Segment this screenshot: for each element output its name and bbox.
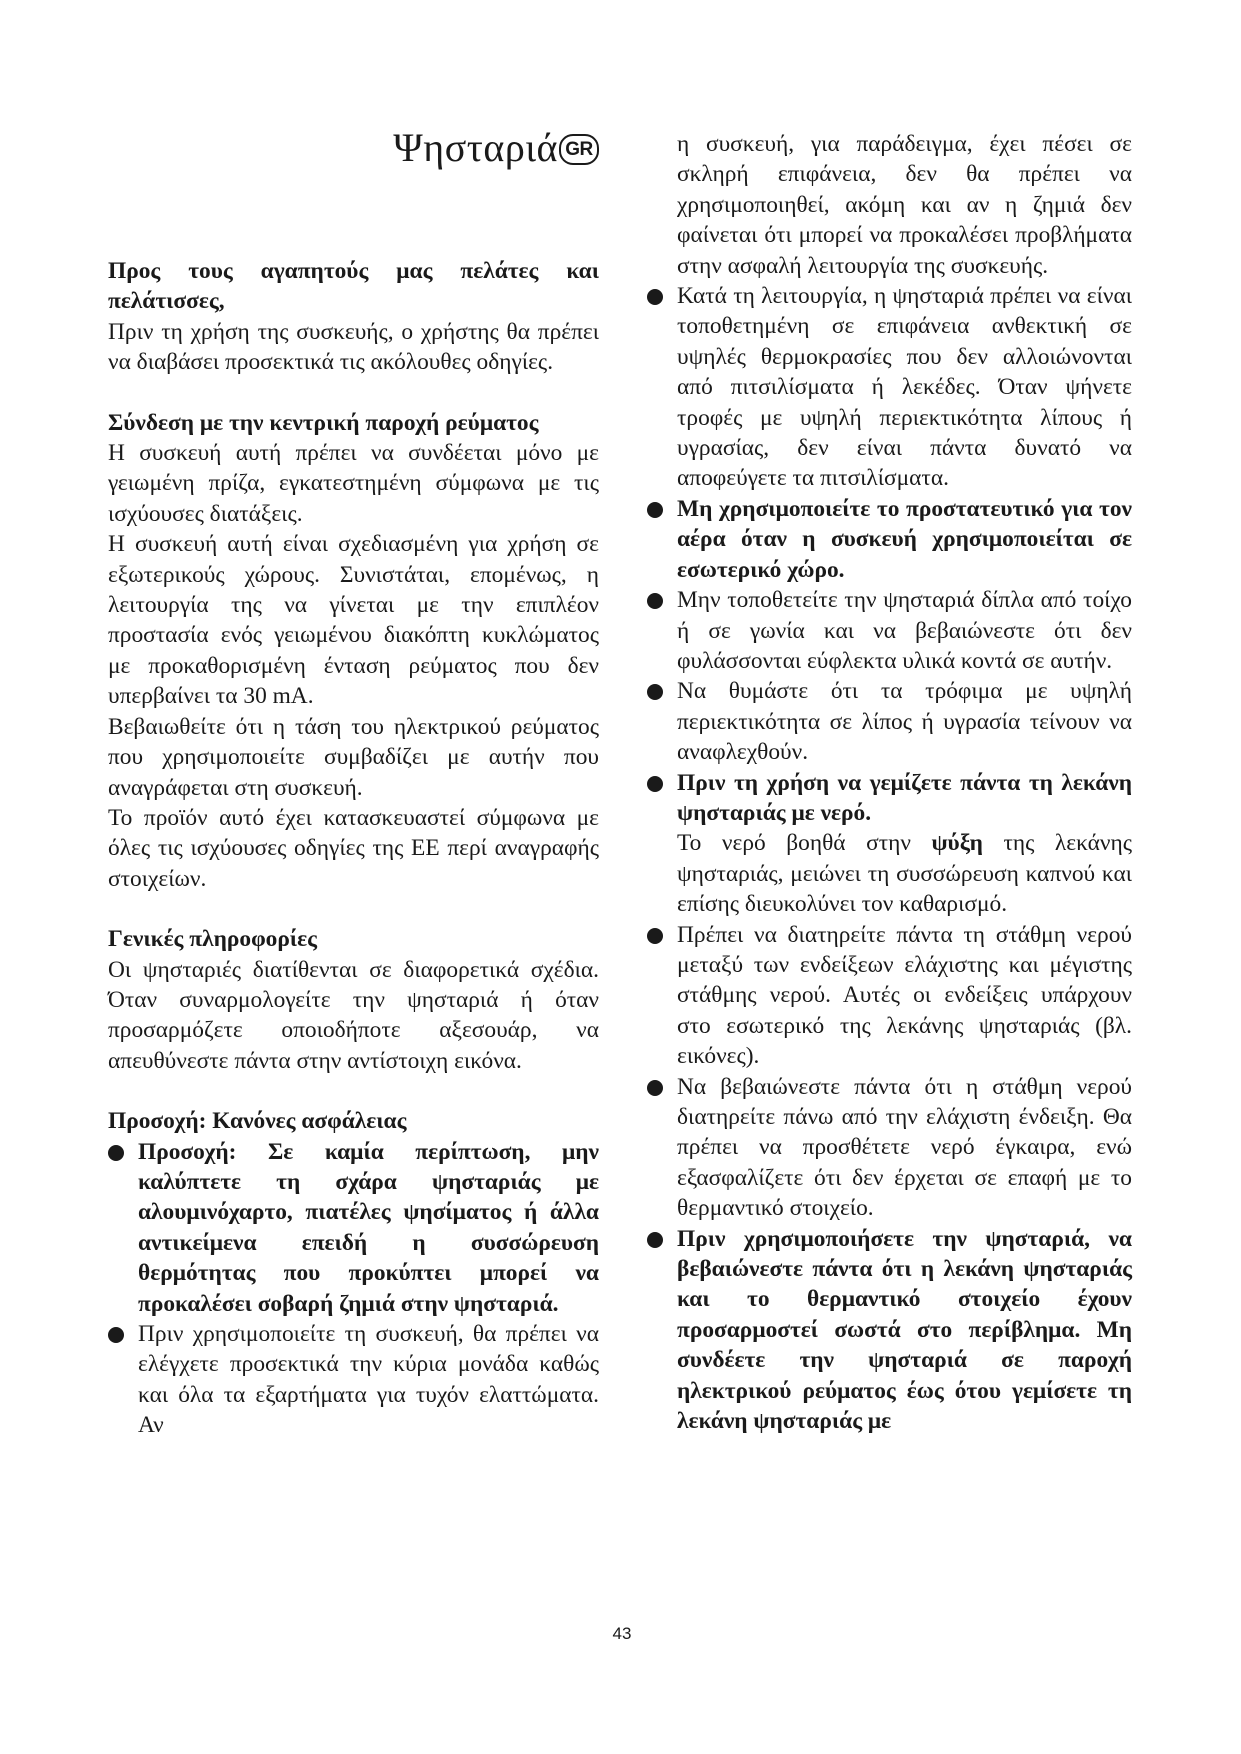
- detail-bold: ψύξη: [931, 830, 983, 857]
- list-item: [108, 1319, 599, 1441]
- right-bullet-6: Πρέπει να διατηρείτε πάντα τη στάθμη νερού μεταξύ των ενδείξεων ελάχιστης και μέγιστης στάθμης νερού. Αυτές οι ενδείξεις υπάρχουν στο εσωτερικό της λεκάνης ψησταριάς (βλ. εικόνες).: [677, 921, 1132, 1070]
- right-bullet-8: Πριν χρησιμοποιήσετε την ψησταριά, να βεβαιώνεστε πάντα ότι η λεκάνη ψησταριάς και το θερμαντικό στοιχείο έχουν προσαρμοστεί σωστά στο περίβλημα. Μη συνδέετε την ψησταριά σε παροχή ηλεκτρικού ρεύματος έως ότου γεμίσετε τη λεκάνη ψησταριάς με: [677, 1225, 1132, 1435]
- safety-bullet-2: Πριν χρησιμοποιείτε τη συσκευή, θα πρέπει να ελέγχετε προσεκτικά την κύρια μονάδα καθώς και όλα τα εξαρτήματα για τυχόν ελαττώματα. Αν: [138, 1321, 599, 1439]
- greeting-text: Πριν τη χρήση της συσκευής, ο χρήστης θα πρέπει να διαβάσει προσεκτικά τις ακόλουθες οδηγίες.: [108, 318, 599, 376]
- list-item: [647, 768, 1132, 920]
- detail-pre: Το νερό βοηθά στην: [677, 830, 932, 857]
- safety-bullet-1: Προσοχή: Σε καμία περίπτωση, μην καλύπτετε τη σχάρα ψησταριάς με αλουμινόχαρτο, πιατέλες ψησίματος ή άλλα αντικείμενα επειδή η συσσώρευση θερμότητας που προκύπτει μπορεί να προκαλέσει σοβαρή ζημιά στην ψησταριά.: [138, 1138, 599, 1317]
- greeting-heading: Προς τους αγαπητούς μας πελάτες και πελάτισσες,: [108, 258, 599, 315]
- bullet-icon: [647, 593, 663, 609]
- detail-post: της λεκάνης ψησταριάς, μειώνει τη συσσώρευση καπνού και επίσης διευκολύνει τον καθαρισμό.: [677, 830, 1132, 918]
- page-number: 43: [612, 1624, 632, 1643]
- power-heading: Σύνδεση με την κεντρική παροχή ρεύματος: [108, 409, 539, 436]
- list-item: [647, 1224, 1132, 1437]
- list-item: [647, 676, 1132, 767]
- right-bullet-5: Πριν τη χρήση να γεμίζετε πάντα τη λεκάνη ψησταριάς με νερό.: [677, 769, 1132, 826]
- bullet-icon: [108, 1327, 124, 1343]
- right-bullet-4: Να θυμάστε ότι τα τρόφιμα με υψηλή περιεκτικότητα σε λίπος ή υγρασία τείνουν να αναφλεχθούν.: [677, 678, 1132, 766]
- list-item: [647, 1072, 1132, 1224]
- right-bullet-5-detail: [677, 828, 1132, 919]
- bullet-icon: [647, 776, 663, 792]
- bullet-icon: [647, 289, 663, 305]
- page-title-row: [108, 118, 599, 178]
- bullet-icon: [108, 1145, 124, 1161]
- power-paragraph-1: Η συσκευή αυτή πρέπει να συνδέεται μόνο με γειωμένη πρίζα, εγκατεστημένη σύμφωνα με τις ισχύουσες διατάξεις.: [108, 440, 599, 527]
- right-bullet-7: Να βεβαιώνεστε πάντα ότι η στάθμη νερού διατηρείτε πάνω από την ελάχιστη ένδειξη. Θα πρέπει να προσθέτετε νερό έγκαιρα, ενώ εξασφαλίζετε ότι δεν έρχεται σε επαφή με το θερμαντικό στοιχείο.: [677, 1073, 1132, 1222]
- language-badge-icon: GR: [559, 134, 599, 165]
- list-item: [647, 494, 1132, 585]
- bullet-icon: [647, 502, 663, 518]
- power-paragraph-2: Η συσκευή αυτή είναι σχεδιασμένη για χρήση σε εξωτερικούς χώρους. Συνιστάται, επομένως, η λειτουργία της να γίνεται με την επιπλέον προστασία ενός γειωμένου διακόπτη κυκλώματος με προκαθορισμένη ένταση ρεύματος που δεν υπερβαίνει τα 30 mA.: [108, 531, 599, 710]
- safety-heading: Προσοχή: Κανόνες ασφάλειας: [108, 1108, 407, 1135]
- general-heading: Γενικές πληροφορίες: [108, 926, 317, 953]
- list-item: [647, 281, 1132, 494]
- continued-text: η συσκευή, για παράδειγμα, έχει πέσει σε σκληρή επιφάνεια, δεν θα πρέπει να χρησιμοποιηθεί, ακόμη και αν η ζημιά δεν φαίνεται ότι μπορεί να προκαλέσει προβλήματα στην ασφαλή λειτουργία της συσκευής.: [677, 131, 1132, 279]
- right-bullet-1: Κατά τη λειτουργία, η ψησταριά πρέπει να είναι τοποθετημένη σε επιφάνεια ανθεκτική σε υψηλές θερμοκρασίες που δεν αλλοιώνονται από πιτσιλίσματα ή λεκέδες. Όταν ψήνετε τροφές με υψηλή περιεκτικότητα λίπους ή υγρασίας, δεν είναι πάντα δυνατό να αποφεύγετε τα πιτσιλίσματα.: [677, 283, 1132, 492]
- right-bullet-3: Μην τοποθετείτε την ψησταριά δίπλα από τοίχο ή σε γωνία και να βεβαιώνεστε ότι δεν φυλάσσονται εύφλεκτα υλικά κοντά σε αυτήν.: [677, 587, 1132, 674]
- bullet-icon: [647, 1232, 663, 1248]
- bullet-icon: [647, 684, 663, 700]
- general-text: Οι ψησταριές διατίθενται σε διαφορετικά σχέδια. Όταν συναρμολογείτε την ψησταριά ή όταν προσαρμόζετε οποιοδήποτε αξεσουάρ, να απευθύνεστε πάντα στην αντίστοιχη εικόνα.: [108, 956, 599, 1074]
- right-column: [647, 129, 1132, 1436]
- left-body: [108, 256, 599, 1441]
- bullet-icon: [647, 1080, 663, 1096]
- right-bullet-2: Μη χρησιμοποιείτε το προστατευτικό για τον αέρα όταν η συσκευή χρησιμοποιείται σε εσωτερικό χώρο.: [677, 495, 1132, 583]
- bullet-icon: [647, 928, 663, 944]
- page-title: Ψησταριά: [393, 125, 558, 170]
- power-paragraph-4: Το προϊόν αυτό έχει κατασκευαστεί σύμφωνα με όλες τις ισχύουσες οδηγίες της ΕΕ περί αναγραφής στοιχείων.: [108, 804, 599, 892]
- list-item: [108, 1137, 599, 1319]
- power-paragraph-3: Βεβαιωθείτε ότι η τάση του ηλεκτρικού ρεύματος που χρησιμοποιείτε συμβαδίζει με αυτήν που αναγράφεται στη συσκευή.: [108, 713, 599, 801]
- list-item: [647, 585, 1132, 676]
- list-item: [647, 920, 1132, 1072]
